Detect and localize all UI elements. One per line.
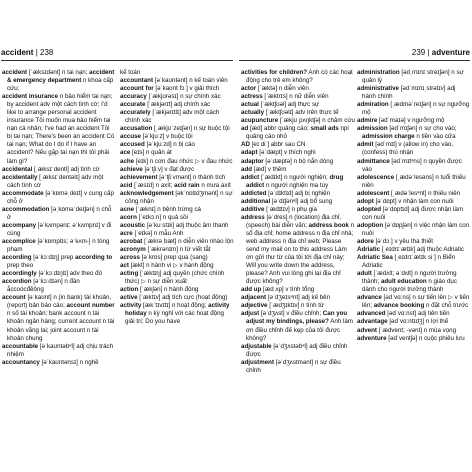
entry-definition: [ˌædməˈreɪʃən] n sự ngưỡng mộ: [362, 101, 470, 117]
entry-headword: accurately: [120, 109, 151, 117]
dictionary-entry: [120, 254, 234, 262]
entry-definition: [æd] abbr quảng cáo;: [248, 125, 311, 133]
entry-definition: [əˈdæpt] v thích nghi: [257, 149, 316, 157]
entry-definition-tail: n tiền vào cửa: [414, 133, 456, 141]
dictionary-entry: [2, 270, 116, 278]
entry-headword: acupuncture: [241, 117, 279, 125]
entry-definition: [ˈædʌlt; əˈdʌlt] n người trưởng thành;: [362, 270, 457, 286]
dictionary-entry: [241, 198, 355, 206]
entry-headword: account for: [120, 85, 154, 93]
dictionary-entry: [241, 93, 355, 101]
entry-headword: accordingly: [2, 270, 37, 278]
entry-definition: [ˌædəˈlesᵊnt] n thiếu niên: [389, 189, 461, 197]
left-guide-word: accident: [1, 48, 34, 57]
dictionary-entry: [120, 141, 234, 149]
entry-definition-tail: n khoa cấp cứu;: [7, 77, 114, 93]
entry-definition: [əˈdɒpʃən] n việc nhận làm con nuôi: [362, 221, 470, 237]
entry-definition: [ˈædɪkt] n người nghiện;: [259, 173, 330, 181]
entry-headword: adjustable: [241, 342, 272, 350]
page-header: [0, 48, 472, 64]
entry-headword: acorn: [120, 213, 137, 221]
entry-definition: [əˈdɪʃənᵊl] adj bổ sung: [270, 197, 333, 205]
entry-definition: [æd ʌp] v tính tổng: [261, 286, 315, 294]
entry-definition: [əˈkaʊntəbᵊl] adj chịu trách nhiệm: [7, 342, 114, 358]
entry-definition: [æd] v thêm: [252, 165, 287, 173]
entry-headword: AD: [241, 141, 250, 149]
dictionary-column-4: [357, 69, 470, 467]
entry-example: advance booking: [373, 302, 425, 310]
entry-definition-tail: Anh làm ơn điều chỉnh đế kẹp của tôi được không?: [246, 318, 353, 342]
entry-headword: action: [120, 286, 139, 294]
dictionary-entry: [241, 85, 355, 93]
dictionary-entry: [120, 222, 234, 230]
entry-headword: administrative: [357, 85, 399, 93]
entry-headword: Adriatic Sea: [357, 254, 393, 262]
dictionary-entry: [120, 174, 234, 182]
dictionary-entry: [357, 190, 470, 198]
entry-definition: [ədˈvɑːns] n sự tiến lên ▷ v tiến lên;: [362, 294, 470, 310]
dictionary-entry: [120, 246, 234, 254]
entry-definition: [ˈækrəˌbæt] n diễn viên nhào lộn: [142, 237, 234, 245]
dictionary-entry: [357, 318, 470, 326]
entry-definition: [ˌækjʊˈzeɪʃən] n sự buộc tội: [152, 125, 230, 133]
entry-definition: [ˈæktrɪs] n nữ diễn viên: [262, 93, 329, 101]
entry-headword: advantage: [357, 318, 388, 326]
dictionary-entry: [120, 206, 234, 214]
entry-definition: [əˈdæptə] n bộ nắn dòng: [263, 157, 334, 165]
entry-headword: according: [2, 254, 32, 262]
dictionary-column-1: [2, 69, 116, 467]
dictionary-entry: [241, 359, 355, 375]
entry-headword: actually: [241, 109, 265, 117]
dictionary-entry: [241, 343, 355, 359]
dictionary-entry: [357, 327, 470, 335]
dictionary-entry: [357, 174, 470, 190]
entry-headword: admit: [357, 141, 374, 149]
dictionary-entry: [241, 69, 355, 85]
entry-definition-tail: npl quảng cáo nhỏ: [246, 125, 349, 141]
entry-definition-tail: n kỳ nghỉ với các hoạt động giải trí; Do you have: [125, 310, 224, 326]
entry-definition: [əˈkrɒs] prep qua (sang): [139, 254, 208, 262]
entry-definition: [ˈæktʃʊəl] adj thực sự: [258, 101, 320, 109]
entry-definition: [ˈækjʊrəsɪ] n sự chính xác: [146, 93, 221, 101]
entry-definition: [ˈæsɪd] n axít;: [132, 181, 175, 189]
entry-definition: [ədˈmɪnɪˌstrətɪv] adj hành chính: [362, 85, 456, 101]
entry-headword: adventure: [357, 334, 387, 342]
entry-headword: additive: [241, 205, 265, 213]
dictionary-entry: [357, 222, 470, 238]
entry-headword: adult: [357, 270, 372, 278]
entry-definition: [eɪs] n quân át: [130, 149, 172, 157]
dictionary-entry: [120, 149, 234, 157]
entry-definition: kế toán: [120, 69, 141, 76]
entry-headword: adjacent: [241, 294, 267, 302]
entry-definition: [əˈkaʊnt fɔː] v giải thích: [153, 85, 220, 93]
entry-headword: ad: [241, 125, 249, 133]
entry-example: admission charge: [362, 133, 415, 141]
entry-definition: [eɪ diː] abbr sau CN: [249, 141, 306, 149]
entry-headword: ache: [120, 157, 135, 165]
entry-headword: adoption: [357, 221, 384, 229]
dictionary-column-3: [241, 69, 355, 467]
dictionary-entry: [241, 109, 355, 117]
entry-definition: [əˈdʒʌst] v điều chỉnh;: [259, 310, 323, 318]
entry-headword: adopt: [357, 197, 374, 205]
entry-headword: addict: [241, 173, 260, 181]
entry-headword: admission: [357, 125, 388, 133]
entry-headword: advent: [357, 326, 377, 334]
entry-headword: accomplice: [2, 237, 36, 245]
dictionary-entry: [241, 286, 355, 294]
entry-headword: adjustment: [241, 358, 275, 366]
entry-definition-tail: prep theo: [7, 262, 34, 270]
entry-definition: [əˈkuːstɪk] adj thuộc âm thanh: [145, 221, 229, 229]
entry-example: activities for children?: [241, 69, 308, 76]
entry-example: activity holiday: [125, 302, 230, 318]
dictionary-entry: [241, 158, 355, 166]
left-header-rule: [1, 60, 233, 61]
entry-definition: [əˈtʃiːvmənt] n thành tích: [157, 173, 226, 181]
entry-definition: [əˈkaʊntənt] n kế toán viên: [153, 77, 228, 85]
dictionary-entry: [357, 85, 470, 101]
entry-headword: accidentally: [2, 173, 38, 181]
entry-headword: active: [120, 294, 138, 302]
entry-example: drug addict: [246, 173, 344, 189]
entry-example: according to: [75, 254, 113, 262]
entry-definition: [ˈækjʊˌpʌŋktʃə] n châm cứu: [278, 117, 355, 125]
entry-definition: [ˌæksɪˈdentl] adj tình cờ: [32, 165, 100, 173]
dictionary-entry: [241, 117, 355, 125]
entry-definition: [əˈdres] n (location) địa chỉ, (speech) bài diễn văn;: [246, 213, 342, 229]
dictionary-entry: [120, 125, 234, 133]
dictionary-entry: [120, 230, 234, 238]
dictionary-entry: [357, 270, 470, 294]
entry-definition: [əkˈnɒlɪdʒmənt] n sự công nhận: [125, 189, 233, 205]
entry-definition: [ˈækrənɪm] n từ viết tắt: [145, 246, 211, 254]
dictionary-entry: [120, 166, 234, 174]
entry-definition: [əˈdɔː] v yêu tha thiết: [373, 237, 434, 245]
dictionary-entry: [241, 149, 355, 157]
entry-definition: [əˈdʒʌstəbᵊl] adj điều chỉnh được: [246, 342, 348, 358]
entry-definition: [ˈæksɪdənt] n tai nạn;: [27, 69, 90, 76]
entry-definition: [əˈkaʊnt] n (in bank) tài khoản, (report) bản báo cáo;: [7, 294, 112, 310]
entry-example: accident insurance: [2, 93, 59, 101]
entry-headword: admire: [357, 117, 378, 125]
entry-headword: activity: [120, 302, 142, 310]
entry-definition-tail: n sổ địa chỉ; home address n địa chỉ nhà; web address n địa chỉ web; Please send my mail on to this address Làm ơn gửi thư từ của tôi tới địa chỉ này; Will you write down the address, please? Anh vui lòng ghi lại địa chỉ được không?: [246, 221, 355, 286]
entry-headword: Adriatic: [357, 246, 381, 254]
entry-definition: [ˈækʃən] n hành động: [138, 286, 199, 294]
dictionary-entry: [357, 125, 470, 141]
entry-definition: [ədˈmɪʃən] n sự cho vào;: [387, 125, 457, 133]
entry-definition: [ˈækjərɪt] adj chính xác: [145, 101, 211, 109]
entry-headword: accommodation: [2, 205, 50, 213]
entry-definition: [əˈkʌmpənɪ; əˈkʌmpnɪ] v đi cùng: [7, 221, 112, 237]
entry-definition: [ˈædʒɪktɪv] n tính từ: [267, 302, 325, 310]
entry-definition-tail: n mưa axít: [199, 181, 231, 189]
entry-headword: advance: [357, 294, 382, 302]
entry-definition: [ədˈmaɪə] v ngưỡng mộ: [377, 117, 445, 125]
entry-definition-tail: n người nghiện ma túy: [264, 181, 329, 189]
dictionary-entry: [357, 158, 470, 174]
dictionary-entry: [241, 214, 355, 286]
dictionary-entry: [120, 270, 234, 286]
dictionary-entry: [357, 238, 470, 246]
entry-definition: [ədˌmɪnɪˈstreɪʃən] n sự quản lý: [362, 69, 464, 85]
dictionary-entry: [357, 246, 470, 254]
entry-headword: acrobat: [120, 237, 143, 245]
dictionary-entry: [2, 278, 116, 294]
dictionary-entry: [120, 158, 234, 166]
entry-headword: additional: [241, 197, 271, 205]
right-header-rule: [239, 60, 470, 61]
entry-definition: [əˈdɒpt] v nhận làm con nuôi: [373, 197, 454, 205]
entry-headword: acre: [120, 229, 133, 237]
entry-headword: accusation: [120, 125, 153, 133]
entry-example: address book: [308, 221, 349, 229]
dictionary-entry: [241, 206, 355, 214]
dictionary-entry: [120, 286, 234, 294]
dictionary-entry: [2, 343, 116, 359]
entry-definition: [əˈkjuːzd] n bị cáo: [144, 141, 195, 149]
dictionary-entry: [120, 69, 234, 77]
entry-headword: adore: [357, 237, 374, 245]
dictionary-entry: [241, 310, 355, 342]
entry-headword: accurate: [120, 101, 146, 109]
entry-headword: act: [120, 262, 129, 270]
entry-headword: accompany: [2, 221, 37, 229]
dictionary-entry: [357, 69, 470, 85]
dictionary-entry: [357, 117, 470, 125]
entry-headword: actual: [241, 101, 259, 109]
entry-headword: actor: [241, 85, 257, 93]
dictionary-entry: [2, 166, 116, 174]
entry-headword: actress: [241, 93, 263, 101]
entry-definition-tail: n số tài khoản; bank account n tài khoản ngân hàng; current account n tài khoản vãng lai; joint account n tài khoản chung: [7, 310, 115, 342]
dictionary-entry: [357, 310, 470, 318]
entry-definition: [ədˈventʃə] n cuộc phiêu lưu: [386, 334, 465, 342]
dictionary-entry: [120, 182, 234, 190]
dictionary-entry: [241, 101, 355, 109]
entry-definition: [ˌeɪdrɪˈætɪk] adj thuộc Adriatic: [380, 246, 465, 254]
entry-headword: ace: [120, 149, 131, 157]
entry-definition: [ˈæktʃʊəlɪ] adv trên thực tế: [264, 109, 339, 117]
entry-headword: adolescence: [357, 173, 395, 181]
entry-headword: acne: [120, 205, 135, 213]
dictionary-entry: [241, 174, 355, 190]
entry-definition: [əˈkɔːdɪŋ] prep: [31, 254, 76, 262]
entry-headword: admiration: [357, 101, 389, 109]
dictionary-entry: [120, 262, 234, 270]
dictionary-entry: [120, 294, 234, 302]
entry-definition-tail: n đặt chỗ trước: [424, 302, 469, 310]
dictionary-entry: [357, 206, 470, 222]
entry-headword: achieve: [120, 165, 143, 173]
entry-definition: [ədˈvɑːnst] adj tiên tiến: [385, 310, 450, 318]
dictionary-entry: [120, 214, 234, 222]
dictionary-entry: [241, 190, 355, 198]
entry-definition: [əˈkjuːz] v buộc tội: [141, 133, 193, 141]
entry-definition: [əˌkɒməˈdeɪʃən] n chỗ ở: [7, 205, 112, 221]
entry-headword: accordion: [2, 278, 32, 286]
entry-headword: admittance: [357, 157, 390, 165]
dictionary-entry: [357, 335, 470, 343]
entry-definition: [əˈdɪktɪd] adj bị nghiện: [266, 189, 331, 197]
entry-headword: achievement: [120, 173, 158, 181]
entry-example: acid rain: [174, 181, 200, 189]
entry-headword: adapt: [241, 149, 258, 157]
entry-headword: across: [120, 254, 140, 262]
right-guide-word: adventure: [431, 48, 470, 57]
entry-example: accident & emergency department: [7, 69, 115, 85]
dictionary-entry: [120, 190, 234, 206]
entry-definition: [ˌeɪdrɪˈætɪk siː] n Biển Adriatic: [362, 254, 456, 270]
dictionary-entry: [241, 141, 355, 149]
dictionary-entry: [120, 238, 234, 246]
dictionary-entry: [357, 294, 470, 310]
entry-headword: accident: [2, 69, 28, 76]
entry-definition: [eɪk] n cơn đau nhức ▷ v đau nhức: [134, 157, 233, 165]
dictionary-entry: [357, 254, 470, 270]
entry-headword: accuse: [120, 133, 141, 141]
right-page-number: 239: [411, 48, 426, 57]
dictionary-entry: [2, 190, 116, 206]
dictionary-entry: [120, 133, 234, 141]
dictionary-entry: [241, 302, 355, 310]
dictionary-entry: [357, 141, 470, 157]
entry-headword: adjective: [241, 302, 268, 310]
left-page-header: accident | 238: [1, 48, 54, 57]
entry-headword: account: [2, 294, 26, 302]
entry-headword: acid: [120, 181, 133, 189]
left-page-number: 238: [40, 48, 54, 57]
entry-definition: [ˈeɪkɔːn] n quả sồi: [136, 213, 188, 221]
dictionary-entry: [120, 109, 234, 125]
entry-headword: adolescent: [357, 189, 390, 197]
entry-definition: [ˌæksɪˈdentəlɪ] adv một cách tình cờ: [7, 173, 104, 189]
entry-example: adult education: [380, 278, 427, 286]
entry-definition: [əˈdʒʌstmənt] n sự điều chỉnh: [246, 358, 341, 374]
entry-definition: [ədˈmɪtᵊns] n quyền được vào: [362, 157, 462, 173]
dictionary-entry: [2, 69, 116, 93]
entry-definition: [ədˈmɪt] v (allow in) cho vào, (confess) thú nhận: [362, 141, 454, 157]
dictionary-entry: [2, 294, 116, 342]
entry-definition: [əˈkɒməˌdeɪt] v cung cấp chỗ ở: [7, 189, 114, 205]
entry-headword: accountancy: [2, 358, 40, 366]
entry-definition: [ˈæktɪv] adj tích cực (hoạt động): [137, 294, 228, 302]
entry-definition-tail: Anh có các hoạt động cho trẻ em không?: [246, 69, 353, 85]
entry-headword: accountant: [120, 77, 154, 85]
entry-definition: [ˈæktɪŋ] adj quyền (chức chính thức) ▷ n sự diễn xuất: [125, 270, 225, 286]
dictionary-column-2: [120, 69, 234, 467]
entry-headword: adjust: [241, 310, 260, 318]
entry-definition: [ˌædəˈlesəns] n tuổi thiếu niên: [362, 173, 466, 189]
entry-definition: [əˈdɒptɪd] adj được nhận làm con nuôi: [362, 205, 464, 221]
dictionary-entry: [357, 198, 470, 206]
entry-definition: [ədˈvɑːntɪdʒ] n lợi thế: [387, 318, 449, 326]
entry-example: Can you adjust my bindings, please?: [246, 310, 348, 326]
dictionary-entry: [2, 93, 116, 165]
entry-headword: administration: [357, 69, 400, 76]
dictionary-entry: [120, 85, 234, 93]
entry-headword: add up: [241, 286, 262, 294]
dictionary-entry: [120, 77, 234, 85]
dictionary-entry: [120, 101, 234, 109]
entry-definition: [əˈkɒmplɪs; əˈkʌm-] n tòng phạm: [7, 237, 110, 254]
entry-headword: address: [241, 213, 265, 221]
entry-headword: adaptor: [241, 157, 264, 165]
entry-example: small ads: [310, 125, 339, 133]
entry-example: account number: [66, 302, 115, 310]
entry-definition: [ˈæktə] n diễn viên: [256, 85, 309, 93]
entry-headword: addicted: [241, 189, 267, 197]
entry-definition-tail: n bảo hiểm tai nạn; by accident adv một cách tình cờ; I'd like to arrange personal accident insurance Tôi muốn mua bảo hiểm tai nạn cá nhân; I've had an accident Tôi bị tai nạn; There's been an accident Có tai nạn; What do I do if I have an accident? Nếu gặp tai nạn thì tôi phải làm gì?: [7, 93, 115, 165]
entry-headword: accommodate: [2, 189, 44, 197]
entry-headword: advanced: [357, 310, 386, 318]
entry-definition: [əˈkɔːdɪən] n đàn ắccoócđêông: [7, 278, 80, 294]
dictionary-entry: [2, 238, 116, 254]
entry-headword: adopted: [357, 205, 382, 213]
entry-headword: accountable: [2, 342, 39, 350]
entry-headword: accuracy: [120, 93, 147, 101]
dictionary-entry: [120, 302, 234, 326]
entry-headword: add: [241, 165, 253, 173]
entry-definition: [əˈtʃiːv] v đạt được: [142, 165, 195, 173]
dictionary-entry: [241, 294, 355, 302]
entry-definition: [ˈækjərɪtlɪ] adv một cách chính xác: [125, 109, 220, 125]
entry-definition: [əˈkaʊntənsɪ] n nghề: [39, 358, 99, 366]
dictionary-entry: [2, 174, 116, 190]
dictionary-entry: [241, 125, 355, 141]
dictionary-entry: [357, 101, 470, 117]
dictionary-entry: [2, 359, 116, 367]
entry-headword: accidental: [2, 165, 33, 173]
dictionary-entry: [2, 206, 116, 222]
entry-headword: acronym: [120, 246, 146, 254]
entry-definition: [ækt] n hành vi ▷ v hành động: [128, 262, 214, 270]
entry-definition: [ˈædvent; -vənt] n mùa vọng: [376, 326, 457, 334]
entry-definition: [ˈeɪkə] n mẫu Anh: [132, 229, 184, 237]
entry-definition: [ˈæknɪ] n bệnh trứng cá: [134, 205, 201, 213]
entry-headword: accused: [120, 141, 145, 149]
dictionary-entry: [241, 166, 355, 174]
entry-headword: acknowledgement: [120, 189, 174, 197]
dictionary-entry: [120, 93, 234, 101]
dictionary-entry: [2, 222, 116, 238]
entry-definition: [ˈædɪtɪv] n phụ gia: [264, 205, 317, 213]
entry-headword: acting: [120, 270, 139, 278]
entry-definition: [ækˈtɪvɪtɪ] n hoạt động;: [141, 302, 209, 310]
entry-definition-tail: n giáo dục dành cho người trưởng thành: [362, 278, 457, 294]
dictionary-entry: [2, 254, 116, 270]
entry-definition: [əˈdʒeɪsᵊnt] adj kế bên: [266, 294, 331, 302]
entry-definition: [əˈkɔːdɪŋlɪ] adv theo đó: [36, 270, 103, 278]
entry-headword: acoustic: [120, 221, 146, 229]
right-page-header: 239 | adventure: [411, 48, 470, 57]
